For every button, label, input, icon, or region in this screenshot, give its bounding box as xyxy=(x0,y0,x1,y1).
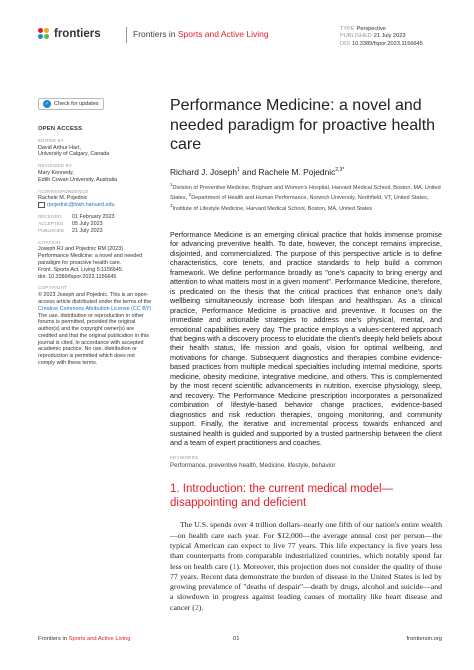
copyright-line: credited and that the original publication in this xyxy=(38,332,149,339)
check-label: Check for updates xyxy=(54,100,99,107)
citation-line: paradigm for proactive health care. xyxy=(38,259,122,266)
accepted-label: ACCEPTED xyxy=(38,220,64,226)
editor-name: David Arthur Hart, xyxy=(38,144,81,151)
header-divider xyxy=(126,27,127,43)
abstract: Performance Medicine is an emerging clinical practice that holds immense promise for advancing preventive health. To date, however, the concept remains imprecise, disjointed, and commercialized. The purpose of this perspective article is to define characteristics, core tenets, and practice standards to help build a common framework. We define performance broadly as "one's capacity to bring energy and attention to what matters most in a given moment". Performance Medicine, therefore, is predicated on the thesis that the critical practices that enhance one's daily wellbeing simultaneously increase both lifespan and healthspan. As a clinical practice, Performance Medicine is proactive and preventive. It focuses on the immediate and actionable strategies to address one's physical, mental, and emotional capabilities every day. The practice employs a values-centered approach that begins with a discovery process to elucidate the client's deeply held beliefs about their health status, life mission and goals, vision for optimal wellbeing, and motivations for change. Subsequent diagnostics and therapies combine evidence-based practices from multiple medical specialties including internal medicine, sports medicine, obesity medicine, integrative medicine, and others. This is complemented by the most recent scientific advancements in nutrition, exercise physiology, sleep, and recovery. The Performance Medicine prescription incorporates a personalized combination of lifestyle-based behavior change practices, evidence-based diagnostics and risk reduction therapies, ongoing monitoring, and community support. Finally, the iterative and incremental process towards enhanced and sustained health is guided and supported by a trusted partnership between the client and a team of expert practitioners and coaches. xyxy=(170,229,442,447)
correspondence-email[interactable]: rpojednic@bwh.harvard.edu xyxy=(47,202,115,209)
published-row xyxy=(38,228,156,235)
footer-journal-prefix: Frontiers in xyxy=(38,636,69,642)
author-sup: 1 xyxy=(237,166,240,173)
type-label: TYPE xyxy=(340,26,355,32)
published-date: 21 July 2023 xyxy=(72,227,103,234)
copyright-line: access article distributed under the terms of the xyxy=(38,298,152,305)
license-link[interactable]: Creative Commons Attribution License (CC BY) xyxy=(38,305,152,312)
doi-label: DOI xyxy=(340,40,350,47)
keywords-label: KEYWORDS xyxy=(170,455,199,461)
affiliation-text: Division of Preventive Medicine, Brigham and Women's Hospital, Harvard Medical School, Boston, MA, United States, xyxy=(170,184,441,202)
author-separator: and xyxy=(239,166,259,177)
article-sidebar xyxy=(38,98,156,367)
copyright-line: The use, distribution or reproduction in other xyxy=(38,312,144,319)
affil-sup: 3 xyxy=(170,203,173,209)
type-value: Perspective xyxy=(356,26,386,32)
published-value: 21 July 2023 xyxy=(373,33,406,40)
logo-dot xyxy=(44,28,49,33)
author-sup: 2,3* xyxy=(335,166,345,173)
affiliations xyxy=(170,181,442,213)
copyright-label: COPYRIGHT xyxy=(38,285,68,291)
reference-link[interactable]: 2 xyxy=(194,602,199,612)
correspondence-name: Rachele M. Pojednic xyxy=(38,195,88,202)
article-meta xyxy=(340,26,423,48)
open-access-label: OPEN ACCESS xyxy=(38,126,83,132)
check-for-updates-button[interactable] xyxy=(38,98,104,110)
page-number: 01 xyxy=(233,636,240,642)
logo-dot xyxy=(44,34,49,39)
article-type-row xyxy=(340,26,423,33)
page-header xyxy=(38,24,448,58)
reviewer-name: Mary Kennedy, xyxy=(38,169,74,176)
footer-journal[interactable] xyxy=(38,636,130,642)
affiliation-text: Institute of Lifestyle Medicine, Harvard Medical School, Boston, MA, United States xyxy=(172,205,373,212)
logo-text: frontiers xyxy=(54,28,101,40)
accepted-date: 05 July 2023 xyxy=(72,220,103,227)
affil-sup: 2 xyxy=(188,192,192,198)
article-main xyxy=(170,96,442,621)
sidebar-published-label: PUBLISHED xyxy=(38,227,65,233)
article-title: Performance Medicine: a novel and needed paradigm for proactive health care xyxy=(170,97,436,153)
copyright-line: journal is cited, in accordance with accepted xyxy=(38,339,144,346)
copyright-line: reproduction is permitted which does not xyxy=(38,353,135,360)
body-text-part: ). Moreover, this projection does not consider the quality of those 77 years. Recent data demonstrate the burden of disease in the United States is led by growing prevalence of "deaths of despair"—death by drugs, alcohol and suicide—and a slowdown in progress against leading causes of mortality like heart disease and cancer ( xyxy=(170,561,442,612)
footer-site-link[interactable]: frontiersin.org xyxy=(406,636,442,642)
reviewer-affiliation: Edith Cowan University, Australia xyxy=(38,176,117,183)
author-name[interactable]: Rachele M. Pojednic xyxy=(258,166,336,177)
received-date: 01 February 2023 xyxy=(72,214,115,221)
citation-label: CITATION xyxy=(38,239,61,245)
correspondence-email-row xyxy=(38,202,156,209)
correspondence-label: *CORRESPONDENCE xyxy=(38,188,89,194)
citation-line: Front. Sports Act. Living 5:1156645. xyxy=(38,266,124,273)
body-text-part: ). xyxy=(198,602,204,612)
journal-name: Sports and Active Living xyxy=(177,29,269,39)
editor-affiliation: University of Calgary, Canada xyxy=(38,151,110,158)
frontiers-logo[interactable] xyxy=(38,28,101,40)
keywords: Performance, preventive health, Medicine, lifestyle, behavior xyxy=(170,462,336,470)
copyright-line: academic practice. No use, distribution or xyxy=(38,346,137,353)
affiliation-text: Department of Health and Human Performance, Norwich University, Northfield, VT, United States, xyxy=(191,195,429,202)
published-row xyxy=(340,33,423,40)
copyright-line: © 2023 Joseph and Pojednic. This is an open- xyxy=(38,292,149,299)
journal-title[interactable] xyxy=(133,29,269,39)
footer-journal-name: Sports and Active Living xyxy=(68,636,131,642)
author-line xyxy=(170,167,442,177)
received-row xyxy=(38,214,156,221)
frontiers-logo-icon xyxy=(38,28,50,40)
doi-value[interactable]: 10.3389/fspor.2023.1156645 xyxy=(351,40,423,47)
refresh-check-icon: ✓ xyxy=(44,100,50,107)
journal-prefix: Frontiers in xyxy=(133,29,178,39)
body-text-part: The U.S. spends over 4 trillion dollars–nearly one fifth of our nation's entire wealth—on health care each year. For $12,000—the average annual cost per person—the typical American can expect to live 77 years. This life expectancy is five years less than counterparts from comparable industrialized countries, which notably spend far less on health care ( xyxy=(170,520,442,571)
affil-sup: 1 xyxy=(170,181,173,187)
logo-dot xyxy=(38,34,43,39)
copyright-line: author(s) and the copyright owner(s) are xyxy=(38,326,135,333)
copyright-line: comply with these terms. xyxy=(38,360,98,367)
edited-by-label: EDITED BY xyxy=(38,137,65,143)
reference-link[interactable]: 1 xyxy=(232,561,237,571)
body-paragraph xyxy=(170,520,442,613)
received-label: RECEIVED xyxy=(38,214,62,220)
author-name[interactable]: Richard J. Joseph xyxy=(170,166,238,177)
section-heading: 1. Introduction: the current medical model—disappointing and deficient xyxy=(170,483,394,509)
mail-icon xyxy=(38,202,45,208)
doi-row xyxy=(340,41,423,48)
reviewed-by-label: REVIEWED BY xyxy=(38,163,73,169)
citation-line: doi: 10.3389/fspor.2023.1156645 xyxy=(38,273,117,280)
logo-dot xyxy=(38,28,43,33)
citation-line: Performance Medicine: a novel and needed xyxy=(38,253,143,260)
citation-line: Joseph RJ and Pojednic RM (2023) xyxy=(38,246,124,253)
published-label: PUBLISHED xyxy=(340,33,372,40)
accepted-row xyxy=(38,221,156,228)
dates-block xyxy=(38,214,156,234)
copyright-line: forums is permitted, provided the original xyxy=(38,319,136,326)
